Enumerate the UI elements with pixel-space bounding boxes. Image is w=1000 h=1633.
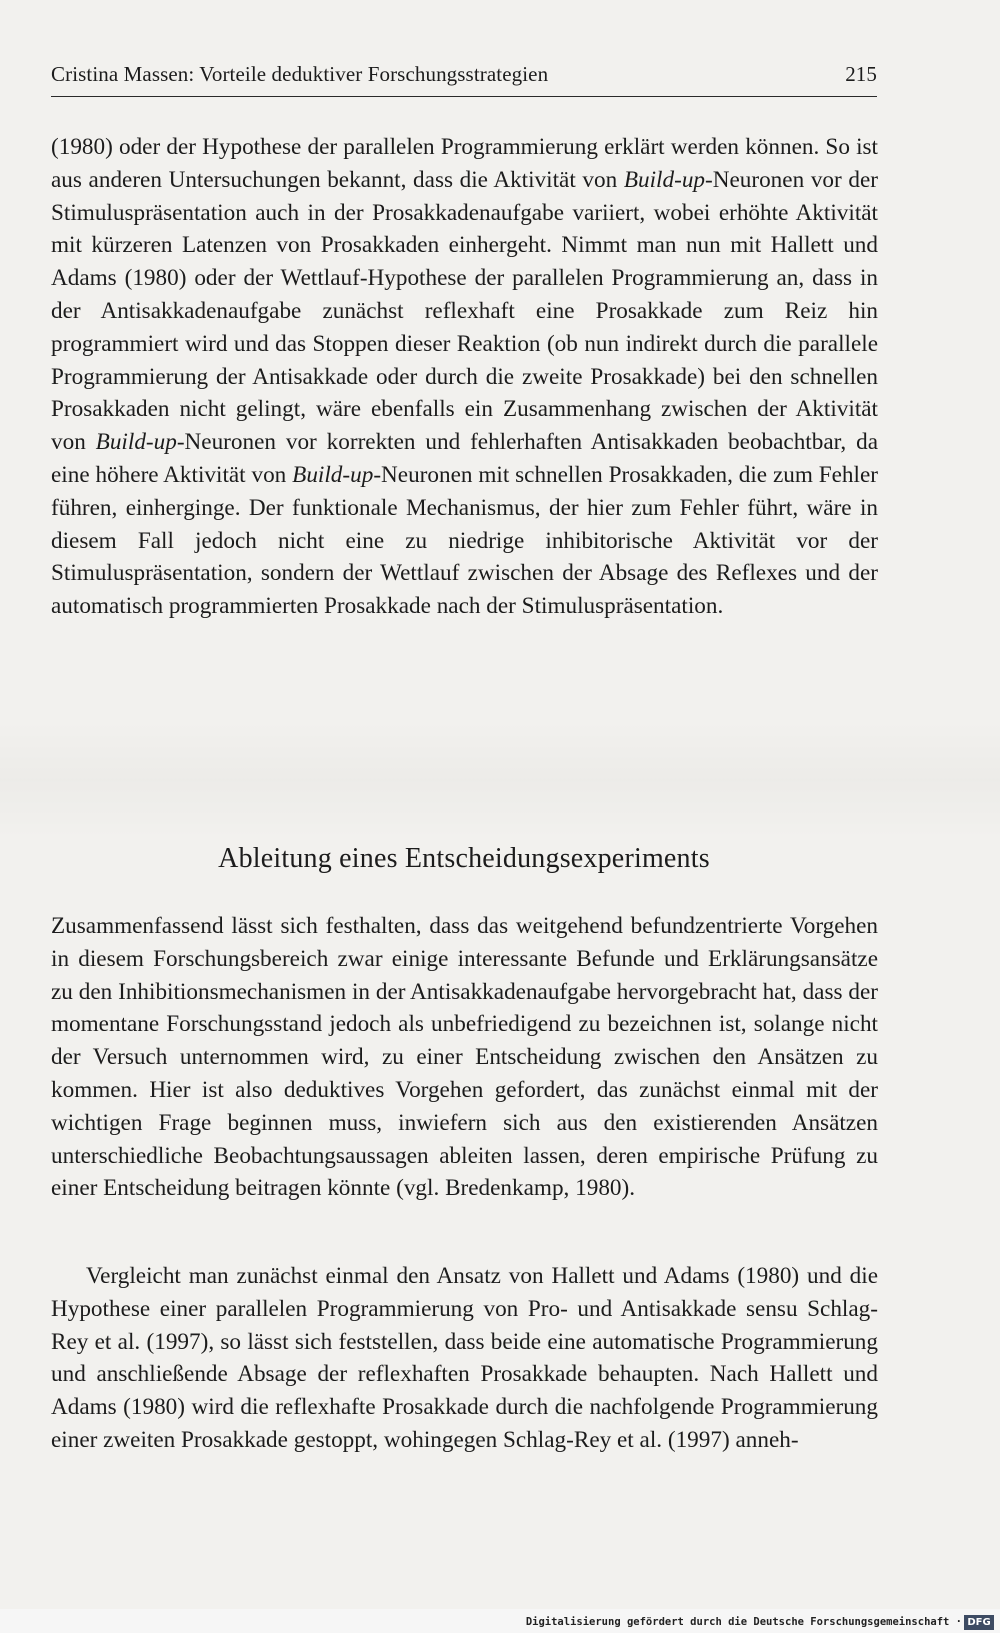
funding-note: Digitalisierung gefördert durch die Deutsche Forschungsgemeinschaft ·	[525, 1616, 962, 1628]
section-heading	[0, 843, 1000, 875]
paragraph-1-run: -Neuronen vor der Stimuluspräsentation auch in der Prosakkadenaufgabe variiert, wobei erhöhte Aktivität mit kürzeren Latenzen von Prosakkaden einhergeht. Nimmt man nun mit Hallett und Adams (1980) oder der Wettlauf-Hypothese der parallelen Programmierung an, dass in der Antisakkadenaufgabe zunächst reflexhaft eine Prosakkade zum Reiz hin programmiert wird und das Stoppen dieser Reaktion (ob nun indirekt durch die parallele Programmierung der Antisakkade oder durch die zweite Prosakkade) bei den schnellen Prosakkaden nicht gelingt, wäre ebenfalls ein Zusammenhang zwischen der Aktivität von	[51, 166, 878, 456]
paragraph-3-text: Vergleicht man zunächst einmal den Ansatz von Hallett und Adams (1980) und die Hypothese einer parallelen Programmierung von Pro- und Antisakkade sensu Schlag-Rey et al. (1997), so lässt sich feststellen, dass beide eine automatische Programmierung und anschließende Absage der reflexhaften Prosakkade behaupten. Nach Hallett und Adams (1980) wird die reflexhafte Prosakkade durch die nachfolgende Programmierung einer zweiten Prosakkade gestoppt, wohingegen Schlag-Rey et al. (1997) anneh-	[51, 1263, 878, 1453]
header-rule	[51, 96, 877, 97]
term-build-up: Build-up	[95, 429, 177, 456]
digitization-footer	[0, 1609, 1000, 1633]
paragraph-3	[51, 1260, 878, 1457]
section-heading-text: Ableitung eines Entscheidungsexperiments	[218, 843, 710, 874]
paragraph-1-run: -Neuronen vor korrekten und fehlerhaften Antisakkaden beobachtbar, da eine höhere Aktivität von	[51, 429, 878, 488]
paragraph-1-run: -Neuronen mit schnellen Prosakkaden, die zum Fehler führen, einherginge. Der funktionale Mechanismus, der hier zum Fehler führt, wäre in diesem Fall jedoch nicht eine zu niedrige inhibitorische Aktivität vor der Stimuluspräsentation, sondern der Wettlauf zwischen der Absage des Reflexes und der automatisch programmierten Prosakkade nach der Stimuluspräsentation.	[51, 461, 878, 620]
page-number: 215	[845, 62, 877, 86]
show-through-shading	[0, 720, 1000, 840]
term-build-up: Build-up	[623, 166, 706, 193]
paragraph-1-text	[51, 131, 878, 623]
paragraph-1-run: (1980) oder der Hypothese der parallelen Programmierung erklärt werden können. So ist aus anderen Untersuchungen bekannt, dass die Aktivität von	[51, 134, 878, 193]
paragraph-2-text: Zusammenfassend lässt sich festhalten, dass das weitgehend befundzentrierte Vorgehen in diesem Forschungsbereich zwar einige interessante Befunde und Erklärungsansätze zu den Inhibitionsmechanismen in der Antisakkadenaufgabe hervorgebracht hat, dass der momentane Forschungsstand jedoch als unbefriedigend zu bezeichnen ist, solange nicht der Versuch unternommen wird, zu einer Entscheidung zwischen den Ansätzen zu kommen. Hier ist also deduktives Vorgehen gefordert, das zunächst einmal mit der wichtigen Frage beginnen muss, inwiefern sich aus den existierenden Ansätzen unterschiedliche Beobachtungsaussagen ableiten lassen, deren empirische Prüfung zu einer Entscheidung beitragen könnte (vgl. Bredenkamp, 1980).	[51, 913, 878, 1202]
running-header	[51, 62, 877, 87]
term-build-up: Build-up	[292, 461, 374, 488]
running-title: Cristina Massen: Vorteile deduktiver Forschungsstrategien	[51, 62, 549, 86]
dfg-logo: DFG	[964, 1615, 994, 1630]
paragraph-2	[51, 910, 878, 1205]
paragraph-1	[51, 131, 878, 623]
